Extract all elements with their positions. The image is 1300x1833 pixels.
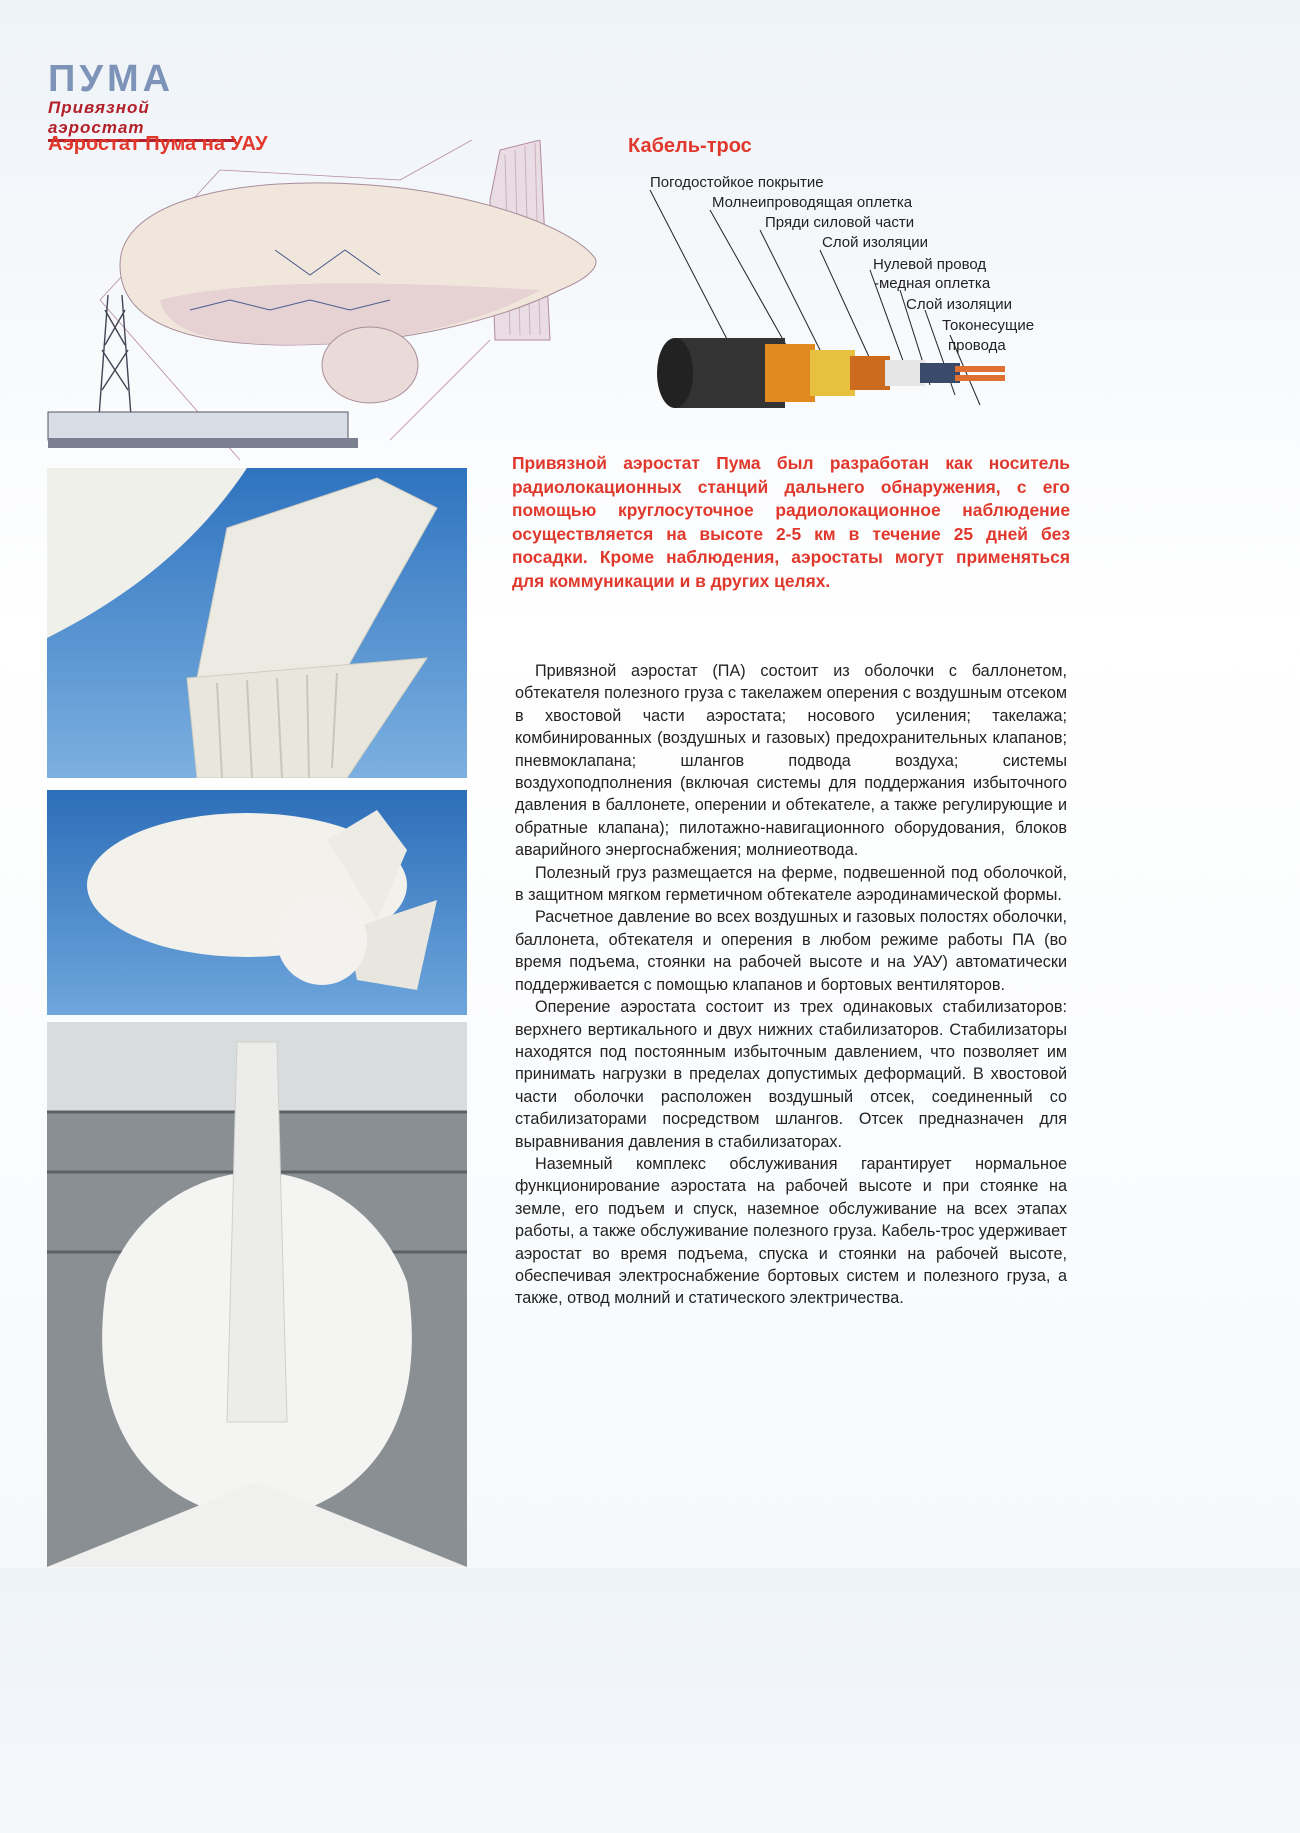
logo [48,60,253,142]
cable-layer-4: Слой изоляции [822,234,928,251]
logo-tagline: Привязной аэростат [48,98,236,142]
cable-layer-1: Погодостойкое покрытие [650,174,824,191]
logo-brand: ПУМА [48,58,175,100]
cable-layer-3: Пряди силовой части [765,214,915,231]
cable-layer-9: провода [948,337,1006,354]
payload-fairing [322,327,418,403]
insulation-layer [920,363,960,383]
conductor-2 [955,375,1005,381]
inner-insulation [850,356,890,390]
paragraph-1: Привязной аэростат (ПА) состоит из оболочки с баллонетом, обтекателя полезного груза с такелажем оперения с воздушным отсеком в хвостовой части аэростата; носового усиления; такелажа; комбинированных (воздушных и газовых) предохранительных клапанов; пневмоклапана; шлангов подвода воздуха; системы воздухоподполнения (включая системы для поддержания избыточного давления в баллонете, оперении и обтекателе, а также регулирующие и обратные клапана); пилотажно-навигационного оборудования, блоков аварийного энергоснабжения; молниеотвода. [515,662,1067,860]
cable-layer-5: Нулевой провод [873,256,987,273]
conductor-1 [955,366,1005,372]
mooring-tower [98,295,132,430]
platform [48,438,358,448]
cable-layer-2: Молнеипроводящая оплетка [712,194,913,211]
photo-tail-fin [47,468,467,778]
cable-end [657,338,693,408]
paragraph-2: Полезный груз размещается на ферме, подвешенной под оболочкой, в защитном мягком герметичном обтекателе аэродинамической формы. [515,863,1067,905]
aerostat-diagram [40,140,650,465]
cable-layer-8: Токонесущие [942,317,1035,334]
paragraph-5: Наземный комплекс обслуживания гарантирует нормальное функционирование аэростата на рабочей высоте и при стоянке на земле, его подъем и спуск, наземное обслуживание на всех этапах работы, а также обслуживание полезного груза. Кабель-трос удерживает аэростат во время подъема, спуска и стоянки на рабочей высоте, обеспечивая электроснабжение бортовых систем и полезного груза, а также, отвод молний и статического электричества. [515,1154,1067,1308]
cable-layer-6: -медная оплетка [874,275,991,292]
photo-hangar [47,1022,467,1567]
strength-strands [810,350,855,396]
ground-station [48,412,348,440]
lead-paragraph: Привязной аэростат Пума был разработан как носитель радиолокационных станций дальнего обнаружения, с его помощью круглосуточное радиолокационное наблюдение осуществляется на высоте 2-5 км в течение 25 дней без посадки. Кроме наблюдения, аэростаты могут применяться для коммуникации и в других целях. [512,453,1070,591]
paragraph-4: Оперение аэростата состоит из трех одинаковых стабилизаторов: верхнего вертикального и двух нижних стабилизаторов. Стабилизаторы находятся под постоянным избыточным давлением, что позволяет им принимать нагрузки в пределах допустимых деформаций. В хвостовой части оболочки расположен воздушный отсек, соединенный со стабилизаторами посредством шлангов. Отсек предназначен для выравнивания давления в стабилизаторах. [515,998,1067,1151]
cable-title: Кабель-трос [628,135,752,157]
body-text [515,660,1067,1310]
neutral-wire [885,360,925,386]
copper-braid [765,344,815,402]
paragraph-3: Расчетное давление во всех воздушных и газовых полостях оболочки, баллонета, обтекателя и оперения в любом режиме работы ПА (во время подъема, стоянки на рабочей высоте и на УАУ) автоматически поддерживается с помощью клапанов и бортовых вентиляторов. [515,908,1067,994]
cable-layer-7: Слой изоляции [906,296,1012,313]
photo-aerostat-sky [47,790,467,1015]
aerostat-on-uau-title: Аэростат Пума на УАУ [48,133,268,155]
